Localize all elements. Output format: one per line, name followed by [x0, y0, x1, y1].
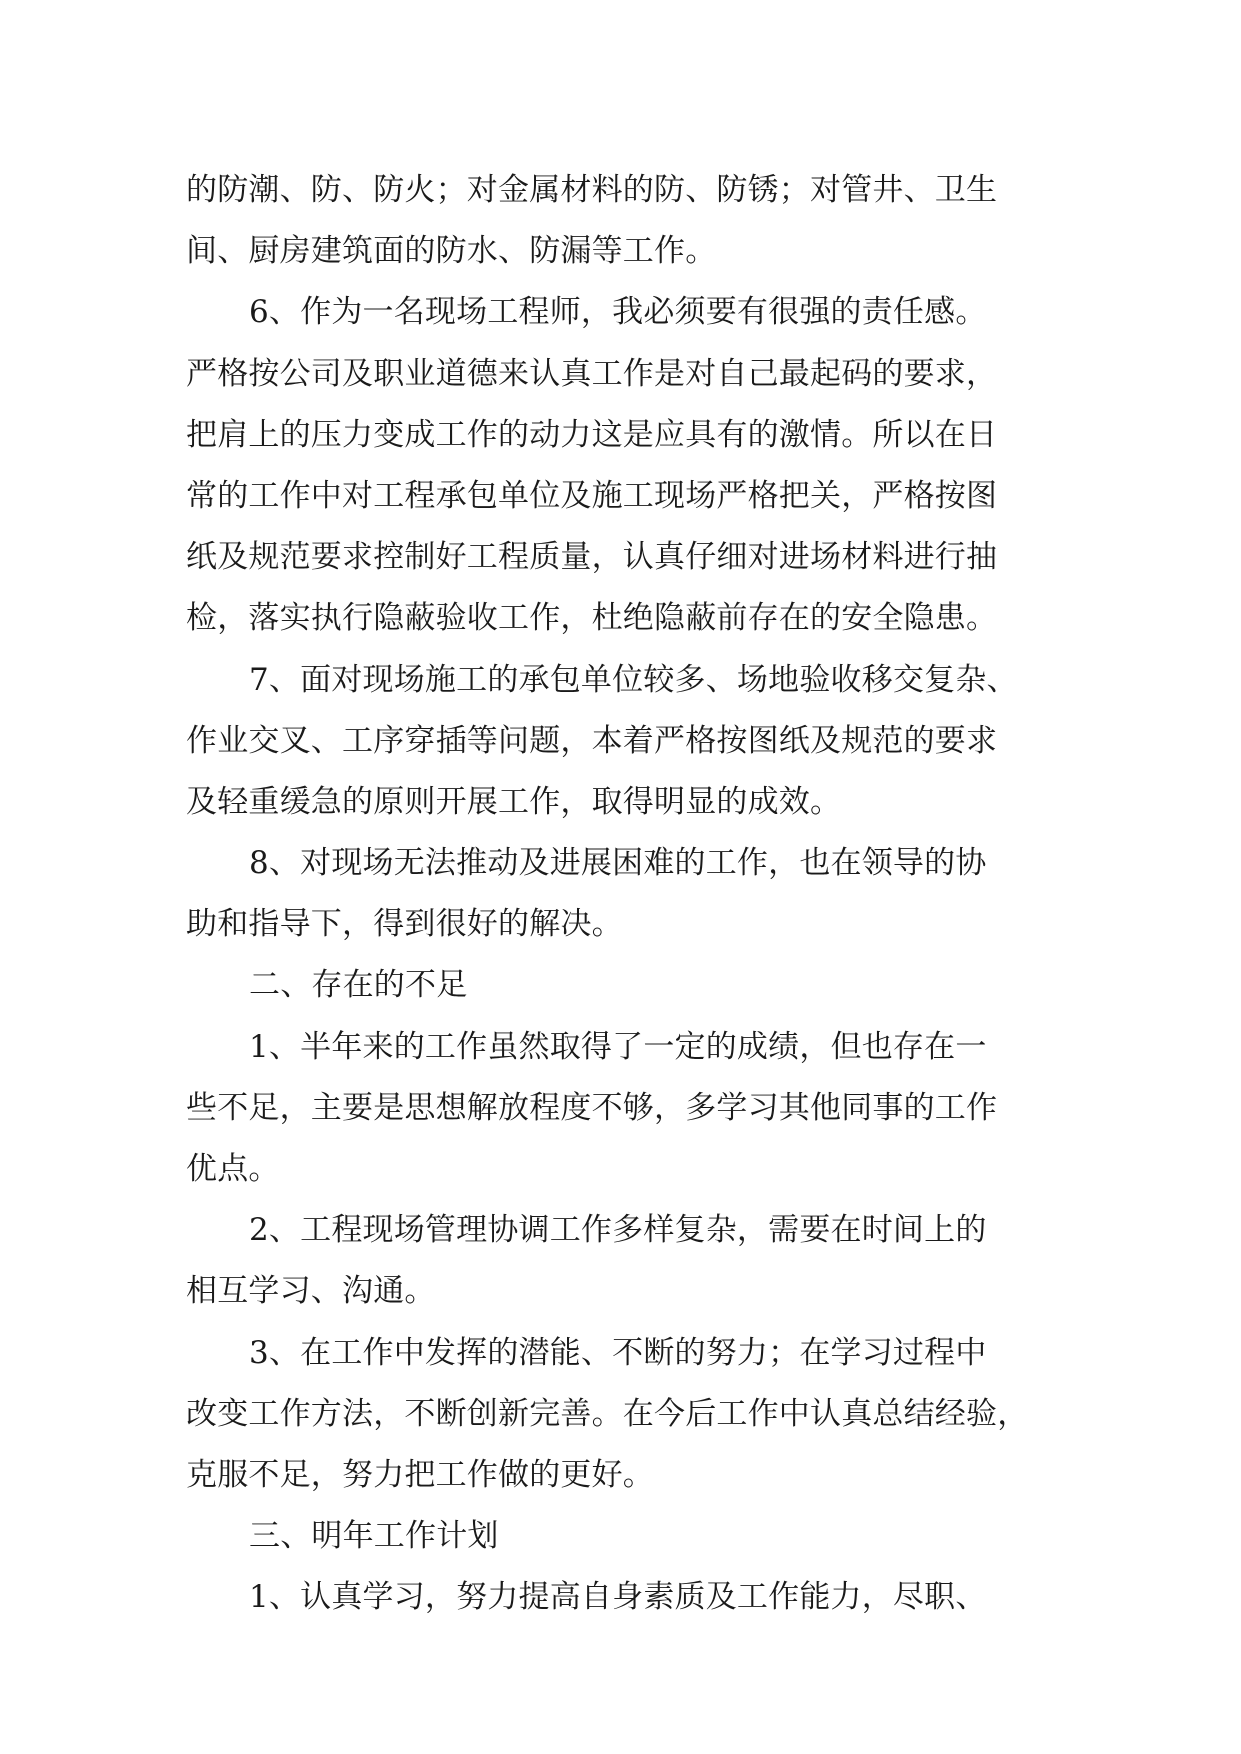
text-line: 间、厨房建筑面的防水、防漏等工作。: [186, 233, 717, 270]
section-heading-shortcomings: 二、存在的不足: [249, 967, 468, 1004]
section-heading-next-year-plan: 三、明年工作计划: [249, 1518, 499, 1555]
shortcoming-1-start: 1、半年来的工作虽然取得了一定的成绩，但也存在一: [249, 1028, 987, 1065]
text-line: 助和指导下，得到很好的解决。: [186, 906, 623, 943]
text-line: 优点。: [186, 1151, 280, 1187]
paragraph-7-start: 7、面对现场施工的承包单位较多、场地验收移交复杂、: [249, 661, 1018, 698]
paragraph-6-start: 6、作为一名现场工程师，我必须要有很强的责任感。: [249, 294, 987, 331]
shortcoming-3-start: 3、在工作中发挥的潜能、不断的努力；在学习过程中: [249, 1334, 987, 1371]
text-line: 及轻重缓急的原则开展工作，取得明显的成效。: [186, 783, 842, 820]
document-body: [186, 160, 1066, 1629]
text-line: 检，落实执行隐蔽验收工作，杜绝隐蔽前存在的安全隐患。: [186, 600, 998, 637]
plan-1-start: 1、认真学习，努力提高自身素质及工作能力，尽职、: [249, 1579, 987, 1616]
text-line: 克服不足，努力把工作做的更好。: [186, 1456, 654, 1493]
text-line: 改变工作方法，不断创新完善。在今后工作中认真总结经验，: [186, 1395, 1029, 1432]
text-line: 的防潮、防、防火；对金属材料的防、防锈；对管井、卫生: [186, 172, 998, 208]
paragraph-8-start: 8、对现场无法推动及进展困难的工作，也在领导的协: [249, 845, 987, 882]
shortcoming-2-start: 2、工程现场管理协调工作多样复杂，需要在时间上的: [249, 1212, 987, 1249]
text-line: 常的工作中对工程承包单位及施工现场严格把关，严格按图: [186, 477, 998, 514]
text-line: 把肩上的压力变成工作的动力这是应具有的激情。所以在日: [186, 416, 998, 453]
text-line: 作业交叉、工序穿插等问题，本着严格按图纸及规范的要求: [186, 722, 998, 759]
text-line: 纸及规范要求控制好工程质量，认真仔细对进场材料进行抽: [186, 539, 998, 576]
text-line: 严格按公司及职业道德来认真工作是对自己最起码的要求，: [186, 355, 998, 392]
text-line: 相互学习、沟通。: [186, 1273, 436, 1310]
text-line: 些不足，主要是思想解放程度不够，多学习其他同事的工作: [186, 1089, 998, 1126]
